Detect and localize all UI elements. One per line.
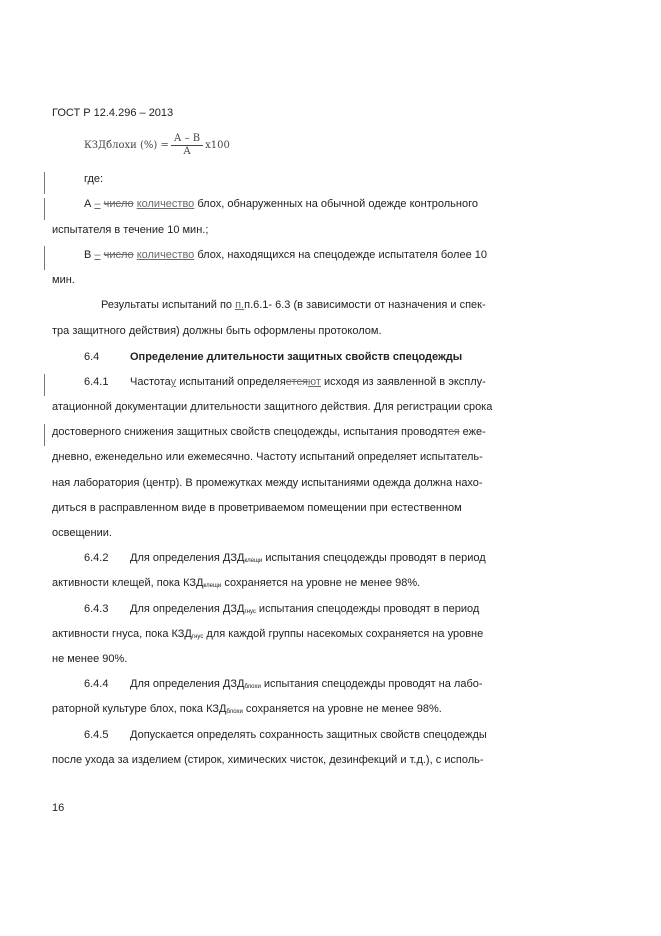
- document-header: ГОСТ Р 12.4.296 – 2013: [52, 107, 174, 119]
- section-6-4-1-line-4: дневно, еженедельно или ежемесячно. Частоту испытаний определяет испытатель-: [52, 451, 483, 463]
- definition-a: А – число количество блох, обнаруженных на обычной одежде контрольного: [84, 198, 478, 210]
- section-6-4-1-line-2: атационной документации длительности защитного действия. Для регистрации срока: [52, 401, 493, 413]
- page-number: 16: [52, 802, 65, 814]
- section-6-4-4-line-1: 6.4.4 Для определения $ДЗД_{блохи}$ испытания спецодежды проводят на лабо-: [84, 678, 483, 690]
- section-6-4-1-line-7: освещении.: [52, 527, 112, 539]
- change-bar: [44, 172, 45, 194]
- section-6-4-3-line-1: 6.4.3 Для определения $ДЗД_{гнус}$ испытания спецодежды проводят в период: [84, 603, 480, 615]
- section-6-4-2-line-2: активности клещей, пока $КЗД_{клещи}$ сохраняется на уровне не менее 98%.: [52, 577, 421, 589]
- change-bar: [44, 198, 45, 220]
- section-6-4-heading: 6.4 Определение длительности защитных свойств спецодежды: [84, 351, 463, 363]
- section-6-4-3-line-3: не менее 90%.: [52, 653, 128, 665]
- section-6-4-1-line-1: 6.4.1 Частотау испытаний определяетсяют исходя из заявленной в эксплу-: [84, 376, 486, 388]
- section-6-4-2-line-1: 6.4.2 Для определения $ДЗД_{клещи}$ испытания спецодежды проводят в период: [84, 552, 486, 564]
- section-6-4-1-line-5: ная лаборатория (центр). В промежутках между испытаниями одежда должна нахо-: [52, 477, 483, 489]
- formula: [84, 133, 230, 158]
- section-6-4-1-line-6: диться в расправленном виде в проветриваемом помещении при естественном: [52, 502, 462, 514]
- section-6-4-3-line-2: активности гнуса, пока $КЗД_{гнус}$ для каждой группы насекомых сохраняется на уровне: [52, 628, 484, 640]
- change-bar: [44, 374, 45, 396]
- results-line-2: тра защитного действия) должны быть оформлены протоколом.: [52, 325, 382, 337]
- formula-denominator: А: [183, 146, 191, 157]
- results-line-1: Результаты испытаний по п.п.6.1- 6.3 (в зависимости от назначения и спек-: [101, 299, 486, 311]
- section-6-4-5-line-1: 6.4.5 Допускается определять сохранность защитных свойств спецодежды: [84, 729, 487, 741]
- where-label: где:: [84, 173, 104, 185]
- definition-b-cont: мин.: [52, 274, 75, 286]
- definition-b: В – число количество блох, находящихся на спецодежде испытателя более 10: [84, 249, 487, 261]
- definition-a-cont: испытателя в течение 10 мин.;: [52, 224, 209, 236]
- change-bar: [44, 246, 45, 270]
- formula-fraction: [171, 133, 203, 158]
- formula-rhs: х100: [205, 140, 230, 151]
- change-bar: [44, 424, 45, 446]
- section-6-4-4-line-2: раторной культуре блох, пока $КЗД_{блохи}$ сохраняется на уровне не менее 98%.: [52, 703, 442, 715]
- formula-numerator: А – В: [171, 133, 203, 146]
- section-6-4-5-line-2: после ухода за изделием (стирок, химических чисток, дезинфекций и т.д.), с исполь-: [52, 754, 484, 766]
- section-6-4-1-line-3: достоверного снижения защитных свойств спецодежды, испытания проводятся еже-: [52, 426, 486, 438]
- formula-lhs: КЗДблохи (%) =: [84, 140, 169, 151]
